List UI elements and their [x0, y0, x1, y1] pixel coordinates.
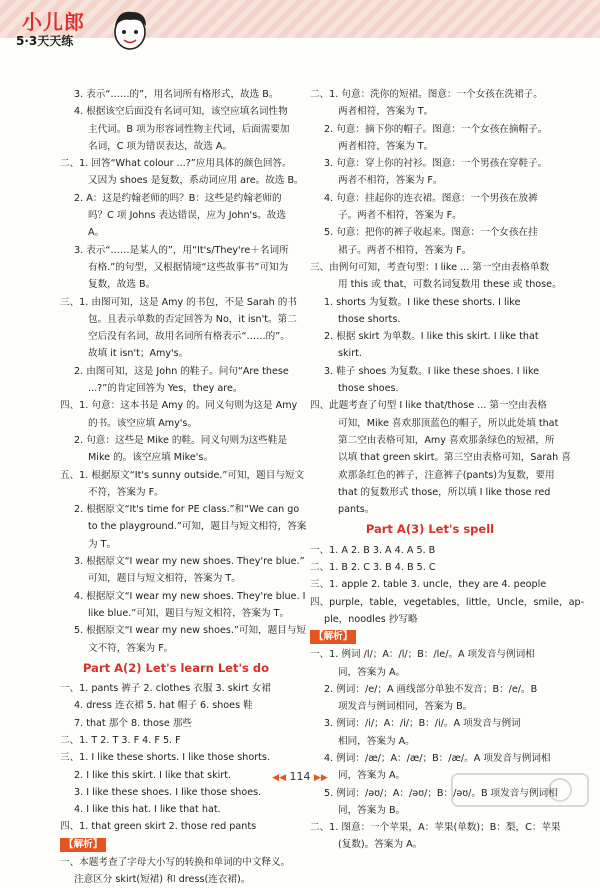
logo-title: 小儿郎	[22, 10, 85, 34]
text-line: 4. 例词：/æ/；A：/æ/；B：/æ/。A 项发音与例词相	[324, 752, 551, 764]
text-line: 2. 由图可知，这是 John 的鞋子。问句“Are these	[74, 365, 289, 377]
text-line: (复数)。答案为 A。	[338, 839, 423, 851]
analysis-label: 【解析】	[310, 630, 356, 644]
text-line: 三、1. 由图可知，这是 Amy 的书包，不是 Sarah 的书	[60, 296, 297, 308]
text-line: 五、1. 根据原文“It's sunny outside.”可知，题目与短文	[60, 469, 305, 481]
text-line: 名词，C 项为错误表达，故选 A。	[88, 140, 233, 152]
text-line: 二、1. B 2. C 3. B 4. B 5. C	[310, 562, 436, 574]
text-line: 7. that 那个 8. those 那些	[74, 717, 193, 729]
text-line: 吗？C 项 Johns 表达错误，应为 John's。故选	[88, 210, 286, 222]
text-line: 一、本题考查了字母大小写的转换和单词的中文释义。	[60, 856, 291, 868]
text-line: 3. 例词：/i/；A：/i/；B：/i/。A 项发音与例词	[324, 718, 521, 730]
next-page-icon: ▶▶	[314, 773, 328, 783]
text-line: 2. 例词：/e/；A 画线部分单独不发音；B：/e/。B	[324, 683, 538, 695]
text-line: 4. 根据原文“I wear my new shoes. They're blue. I	[74, 590, 306, 602]
text-line: pants。	[338, 504, 375, 516]
text-line: 1. shorts 为复数。I like these shorts. I like	[324, 296, 521, 308]
page-header	[0, 0, 600, 62]
text-line: skirt.	[338, 348, 362, 360]
text-line: 4. I like this hat. I like that hat.	[74, 804, 221, 816]
text-line: 5. 例词：/əʊ/；A：/əʊ/；B：/əʊ/。B 项发音与例词相	[324, 787, 558, 799]
watermark-logo	[450, 770, 590, 810]
text-line: those shorts.	[338, 313, 401, 325]
text-line: 两者相符，答案为 T。	[338, 140, 434, 152]
text-line: 三、1. I like these shorts. I like those shorts.	[60, 752, 270, 764]
text-line: 复数，故选 B。	[88, 279, 156, 291]
text-line: those shoes.	[338, 383, 399, 395]
analysis-label: 【解析】	[60, 838, 106, 852]
text-line: 4. 句意：挂起你的连衣裙。图意：一个男孩在放裤	[324, 192, 538, 204]
logo-subtitle: 5·3天天练	[16, 34, 74, 48]
text-line: Mike 的。该空应填 Mike's。	[88, 452, 214, 464]
text-line: 四、此题考查了句型 I like that/those ... 第一空由表格	[310, 400, 547, 412]
text-line: that 的复数形式 those，所以填 I like those red	[338, 486, 551, 498]
text-line: 四、purple，table，vegetables，little，Uncle，smile，ap-	[310, 596, 585, 608]
text-line: 的书。该空应填 Amy's。	[88, 417, 198, 429]
text-line: 2. 句意：这些是 Mike 的鞋。同义句则为这些鞋是	[74, 434, 288, 446]
text-line: A。	[88, 227, 105, 239]
text-line: 三、1. apple 2. table 3. uncle，they are 4. people	[310, 579, 547, 591]
text-line: 欢那条红色的裤子，注意裤子(pants)为复数，要用	[338, 469, 555, 481]
text-line: 注意区分 skirt(短裙) 和 dress(连衣裙)。	[74, 874, 251, 886]
text-line: 3. 表示“……的”，用名词所有格形式，故选 B。	[74, 89, 279, 100]
text-line: 不符，答案为 F。	[88, 486, 164, 498]
text-line: 可知，Mike 喜欢那顶蓝色的帽子，所以此处填 that	[338, 417, 559, 429]
brand-logo	[14, 6, 154, 54]
text-line: 2. 根据原文“It's time for PE class.”和“We can go	[74, 504, 300, 516]
text-line: 裙子。两者不相符，答案为 F。	[338, 244, 472, 256]
text-line: 四、1. that green skirt 2. those red pants	[60, 821, 257, 833]
text-line: 二、1. T 2. T 3. F 4. F 5. F	[60, 734, 181, 746]
text-line: 第二空由表格可知，Amy 喜欢那条绿色的短裙，所	[338, 434, 555, 446]
text-line: 一、1. 例词 /l/；A：/l/；B：/le/。A 项发音与例词相	[310, 649, 535, 661]
text-line: 同，答案为 A。	[338, 666, 406, 678]
text-line: 三、由例句可知，考查句型：I like ... 第一空由表格单数	[310, 261, 550, 273]
text-line: 2. 句意：摘下你的帽子。图意：一个女孩在摘帽子。	[324, 123, 548, 135]
text-line: 3. I like these shoes. I like those shoes.	[74, 786, 262, 798]
text-line: 二、1. 图意：一个苹果，A：苹果(单数)；B：梨，C：苹果	[310, 822, 561, 834]
page-number: 114	[289, 770, 311, 783]
text-line: 同，答案为 A。	[338, 770, 406, 782]
text-line: ...?”的肯定回答为 Yes，they are。	[88, 383, 243, 395]
text-line: 用 this 或 that，可数名词复数用 these 或 those。	[338, 279, 562, 291]
text-line: 包。且表示单数的否定回答为 No，it isn't。第二	[88, 313, 297, 325]
text-line: 项发音与例词相同，答案为 B。	[338, 701, 473, 713]
text-line: 5. 根据原文“I wear my new shoes.”可知，题目与短	[74, 625, 307, 637]
text-line: 文不符，答案为 F。	[88, 642, 174, 654]
text-line: 两者不相符，答案为 F。	[338, 175, 443, 187]
text-line: like blue.”可知，题目与短文相符，答案为 T。	[88, 607, 290, 619]
text-line: 一、1. A 2. B 3. A 4. A 5. B	[310, 544, 436, 556]
text-line: 3. 根据原文“I wear my new shoes. They're blue.”	[74, 556, 305, 568]
text-line: 3. 鞋子 shoes 为复数。I like these shoes. I like	[324, 365, 540, 377]
text-line: 4. 根据该空后面没有名词可知，该空应填名词性物	[74, 106, 288, 118]
text-line: 空后没有名词，故用名词所有格表示“……的”。	[88, 331, 290, 343]
mascot-icon	[110, 8, 150, 52]
text-line: 两者相符，答案为 T。	[338, 106, 434, 118]
text-line: 二、1. 回答“What colour ...?”应用具体的颜色回答。	[60, 158, 292, 170]
text-line: 可知，题目与短文相符，答案为 T。	[88, 573, 241, 585]
text-line: 3. 句意：穿上你的衬衫。图意：一个男孩在穿鞋子。	[324, 158, 548, 170]
text-line: to the playground.”可知，题目与短文相符，答案	[88, 521, 307, 533]
text-line: 同，答案为 B。	[338, 804, 406, 816]
prev-page-icon: ◀◀	[272, 773, 286, 783]
text-line: 相同，答案为 A。	[338, 735, 415, 747]
text-line: 有格.”的句型，又根据情境“这些故事书”可知为	[88, 261, 289, 273]
text-line: 2. I like this skirt. I like that skirt.	[74, 769, 232, 781]
section-heading-part-a3: Part A(3) Let's spell	[365, 522, 495, 537]
text-line: 5. 句意：把你的裤子收起来。图意：一个女孩在挂	[324, 227, 538, 239]
text-line: 4. dress 连衣裙 5. hat 帽子 6. shoes 鞋	[74, 700, 253, 712]
text-line: 故填 it isn't；Amy's。	[88, 348, 189, 360]
text-line: 以填 that green skirt。第三空由表格可知，Sarah 喜	[338, 452, 571, 464]
text-line: 四、1. 句意：这本书是 Amy 的。同义句则为这是 Amy	[60, 400, 298, 412]
section-heading-part-a2: Part A(2) Let's learn Let's do	[83, 660, 269, 675]
text-line: 一、1. pants 裤子 2. clothes 衣服 3. skirt 女裙	[60, 683, 271, 695]
text-line: 为 T。	[88, 538, 117, 550]
text-line: ple，noodles 抄写略	[324, 613, 418, 625]
text-line: 二、1. 句意：洗你的短裙。图意：一个女孩在洗裙子。	[310, 89, 543, 100]
text-line: 2. 根据 skirt 为单数。I like this skirt. I like that	[324, 331, 539, 343]
text-line: 3. 表示“……是某人的”，用“It's/They're＋名词所	[74, 244, 289, 256]
text-line: 主代词。B 项为形容词性物主代词，后面需要加	[88, 123, 290, 135]
text-line: 子。两者不相符，答案为 F。	[338, 210, 462, 222]
text-line: 又因为 shoes 是复数，系动词应用 are。故选 B。	[88, 175, 304, 187]
right-column	[310, 86, 585, 854]
text-line: 2. A：这是约翰老师的吗？B：这些是约翰老师的	[74, 192, 282, 204]
